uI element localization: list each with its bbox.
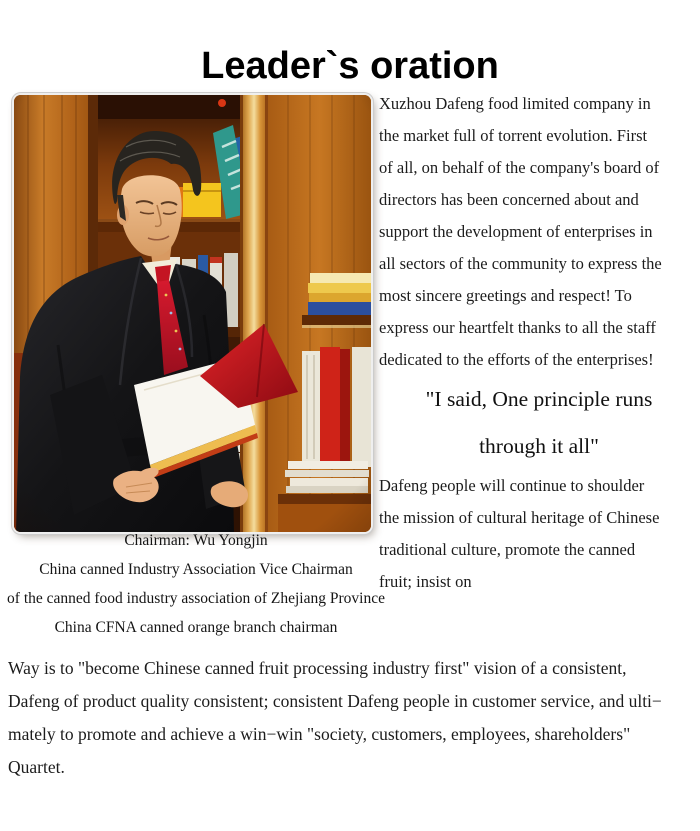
- text-line: express our heartfelt thanks to all the staff: [379, 318, 656, 337]
- chairman-photo: [14, 95, 371, 532]
- oration-quote: [379, 376, 699, 470]
- text-line: China canned Industry Association Vice Chairman: [39, 561, 353, 578]
- text-line: "I said, One principle runs: [425, 387, 653, 411]
- text-line: traditional culture, promote the canned: [379, 540, 636, 559]
- text-line: Dafeng of product quality consistent; consistent Dafeng people in customer service, and ulti−: [8, 691, 662, 711]
- text-line: all sectors of the community to express the: [379, 254, 662, 273]
- text-line: Way is to "become Chinese canned fruit processing industry first" vision of a consistent,: [8, 658, 627, 678]
- text-line: fruit; insist on: [379, 572, 472, 591]
- text-line: China CFNA canned orange branch chairman: [54, 619, 338, 636]
- page-title: Leader`s oration: [201, 45, 499, 88]
- text-line: Chairman: Wu Yongjin: [124, 532, 268, 549]
- photo-caption: [0, 526, 392, 642]
- oration-paragraph-1: [379, 88, 699, 376]
- text-line: the mission of cultural heritage of Chinese: [379, 508, 660, 527]
- text-line: directors has been concerned about and: [379, 190, 639, 209]
- text-line: of all, on behalf of the company's board of: [379, 158, 660, 177]
- text-line: of the canned food industry association of Zhejiang Province: [7, 590, 385, 607]
- text-line: dedicated to the efforts of the enterprises!: [379, 350, 654, 369]
- text-line: through it all": [479, 434, 599, 458]
- footer-paragraph: [8, 652, 700, 784]
- text-line: most sincere greetings and respect! To: [379, 286, 632, 305]
- oration-column: [379, 88, 699, 598]
- text-line: mately to promote and achieve a win−win "society, customers, employees, shareholders": [8, 724, 631, 744]
- text-line: Xuzhou Dafeng food limited company in: [379, 94, 651, 113]
- oration-paragraph-2: [379, 470, 699, 598]
- text-line: the market full of torrent evolution. First: [379, 126, 648, 145]
- text-line: Dafeng people will continue to shoulder: [379, 476, 645, 495]
- text-line: support the development of enterprises in: [379, 222, 653, 241]
- text-line: Quartet.: [8, 757, 65, 777]
- chairman-photo-illustration: [14, 95, 371, 532]
